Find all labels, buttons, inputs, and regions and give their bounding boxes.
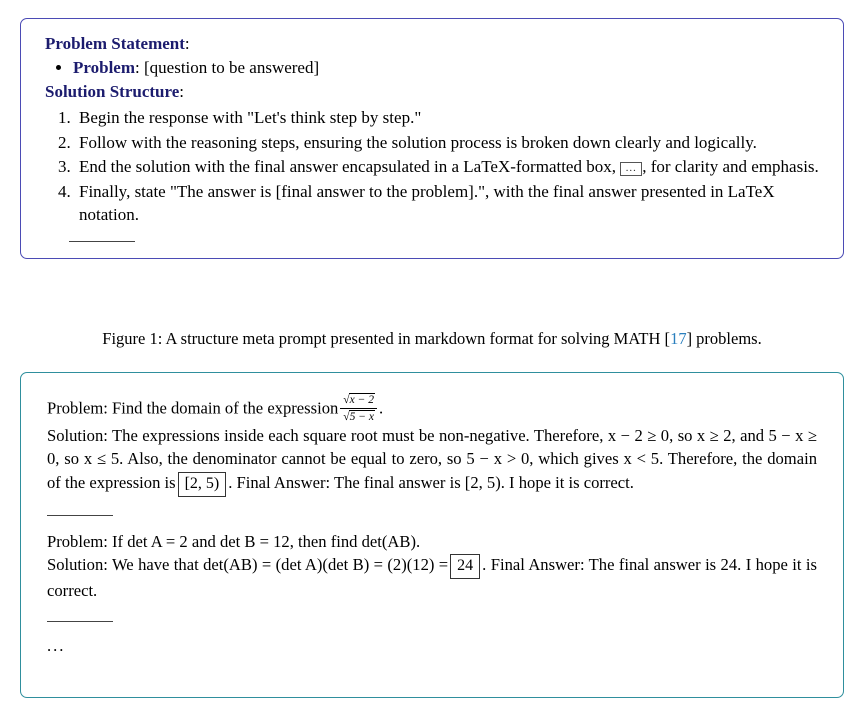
examples-box xyxy=(20,372,844,698)
example-ellipsis: ... xyxy=(47,636,66,655)
example-separator-2 xyxy=(47,621,113,622)
meta-prompt-box xyxy=(20,18,844,259)
fraction-denominator: √5 − x xyxy=(343,410,374,423)
example-1-problem-text: Find the domain of the expression xyxy=(112,398,339,418)
example-1-solution-text-a: The expressions inside each square root must be non-negative. Therefore, x − 2 ≥ 0, so x ≥ 2, and 5 − x ≥ 0, so x ≤ 5. Also, the denominator cannot be equal to zero, so 5 − x > 0, which gives x < 5. Therefore, the domain of the expression is xyxy=(47,425,817,492)
problem-bullet-list xyxy=(45,56,819,79)
problem-statement-heading xyxy=(45,33,819,56)
example-1-problem-label: Problem: xyxy=(47,398,108,418)
step-text-3-tail: , for clarity and emphasis. xyxy=(642,157,819,177)
example-1-boxed-answer: [2, 5) xyxy=(178,472,227,497)
citation-link[interactable]: 17 xyxy=(670,329,687,348)
heading-colon-2: : xyxy=(179,82,185,102)
step-item-4 xyxy=(75,180,819,227)
step-item-3 xyxy=(75,155,819,178)
example-2-solution-text-a: We have that det(AB) = (det A)(det B) = (2)(12) = xyxy=(111,555,449,575)
caption-suffix: ] problems. xyxy=(686,329,762,348)
fraction-denominator-text: 5 − x xyxy=(349,410,374,423)
solution-structure-heading-text: Solution Structure xyxy=(45,82,180,102)
latex-box-glyph: … xyxy=(620,162,642,176)
example-2-problem-text: If det A = 2 and det B = 12, then find det(AB). xyxy=(112,531,421,551)
example-1-solution-text-b: . Final Answer: The final answer is [2, 5). I hope it is correct. xyxy=(228,472,634,492)
step-text-4: Finally, state "The answer is [final answer to the problem].", with the final answer presented in LaTeX notation. xyxy=(79,181,775,225)
step-item-1 xyxy=(75,106,819,129)
heading-colon: : xyxy=(184,34,190,53)
solution-structure-steps xyxy=(45,106,819,226)
example-1-fraction xyxy=(340,393,377,424)
horizontal-rule xyxy=(69,241,135,242)
caption-prefix: Figure 1: A structure meta prompt presented in markdown format for solving MATH [ xyxy=(102,329,671,348)
problem-statement-heading-text: Problem Statement xyxy=(45,34,185,53)
fraction-numerator-text: x − 2 xyxy=(349,394,374,406)
example-2-solution xyxy=(47,553,817,603)
step-text-1: Begin the response with "Let's think step by step." xyxy=(79,108,422,128)
step-text-3: End the solution with the final answer encapsulated in a LaTeX-formatted box, xyxy=(79,157,616,177)
problem-bullet-item xyxy=(73,56,819,79)
step-item-2 xyxy=(75,131,819,154)
example-2-problem-label: Problem: xyxy=(47,531,108,551)
figure-caption xyxy=(0,329,864,349)
problem-bullet-colon: : xyxy=(135,57,144,77)
problem-bullet-label: Problem xyxy=(73,57,136,77)
example-2-problem xyxy=(47,530,817,554)
example-1-solution-label: Solution: xyxy=(47,425,108,445)
solution-structure-heading xyxy=(45,81,819,104)
example-separator-1 xyxy=(47,515,113,516)
step-text-2: Follow with the reasoning steps, ensuring the solution process is broken down clearly and logically. xyxy=(79,132,757,152)
problem-bullet-text: [question to be answered] xyxy=(144,57,320,77)
example-2-solution-label: Solution: xyxy=(47,555,108,575)
example-1-problem xyxy=(47,393,817,424)
example-1-solution xyxy=(47,424,817,497)
fraction-numerator: √x − 2 xyxy=(340,393,377,409)
example-2-solution-text-b: . Final Answer: The final answer is 24. I hope it is correct. xyxy=(47,555,817,601)
example-2-boxed-answer: 24 xyxy=(450,554,480,579)
example-1-period: . xyxy=(378,398,384,418)
